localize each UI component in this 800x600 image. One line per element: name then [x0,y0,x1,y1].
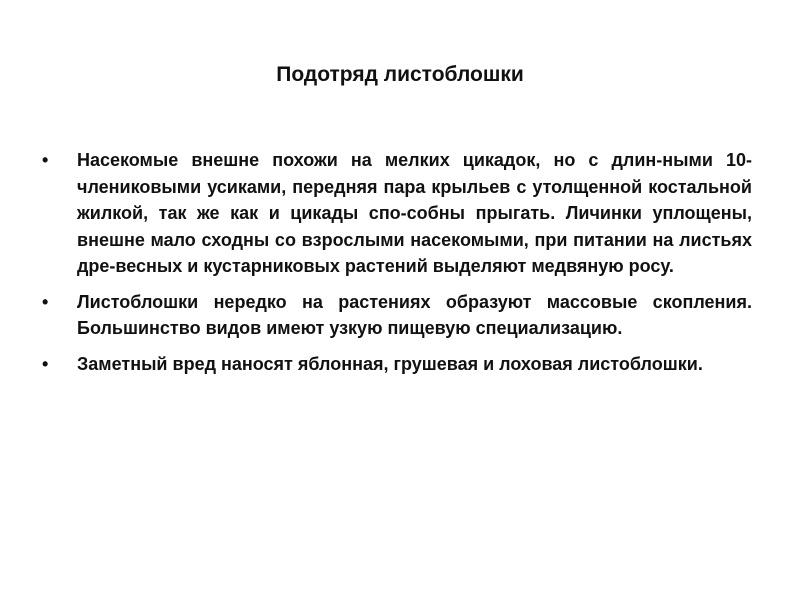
list-item-text: Листоблошки нередко на растениях образуют массовые скопления. Большинство видов имеют узкую пищевую специализацию. [77,291,752,338]
list-item [40,351,752,378]
list-item-text: Заметный вред наносят яблонная, грушевая и лоховая листоблошки. [77,353,703,374]
list-item [40,147,752,280]
slide-title: Подотряд листоблошки [276,63,524,86]
list-item-text: Насекомые внешне похожи на мелких цикадок, но с длин-ными 10-члениковыми усиками, передняя пара крыльев с утолщенной костальной жилкой, так же как и цикады спо-собны прыгать. Личинки уплощены, внешне мало сходны со взрослыми насекомыми, при питании на листьях дре-весных и кустарниковых растений выделяют медвяную росу. [77,150,752,276]
bullet-icon: • [42,291,49,312]
bullet-icon: • [42,353,49,374]
bullet-list [40,147,752,386]
bullet-icon: • [42,150,49,170]
list-item [40,289,752,342]
